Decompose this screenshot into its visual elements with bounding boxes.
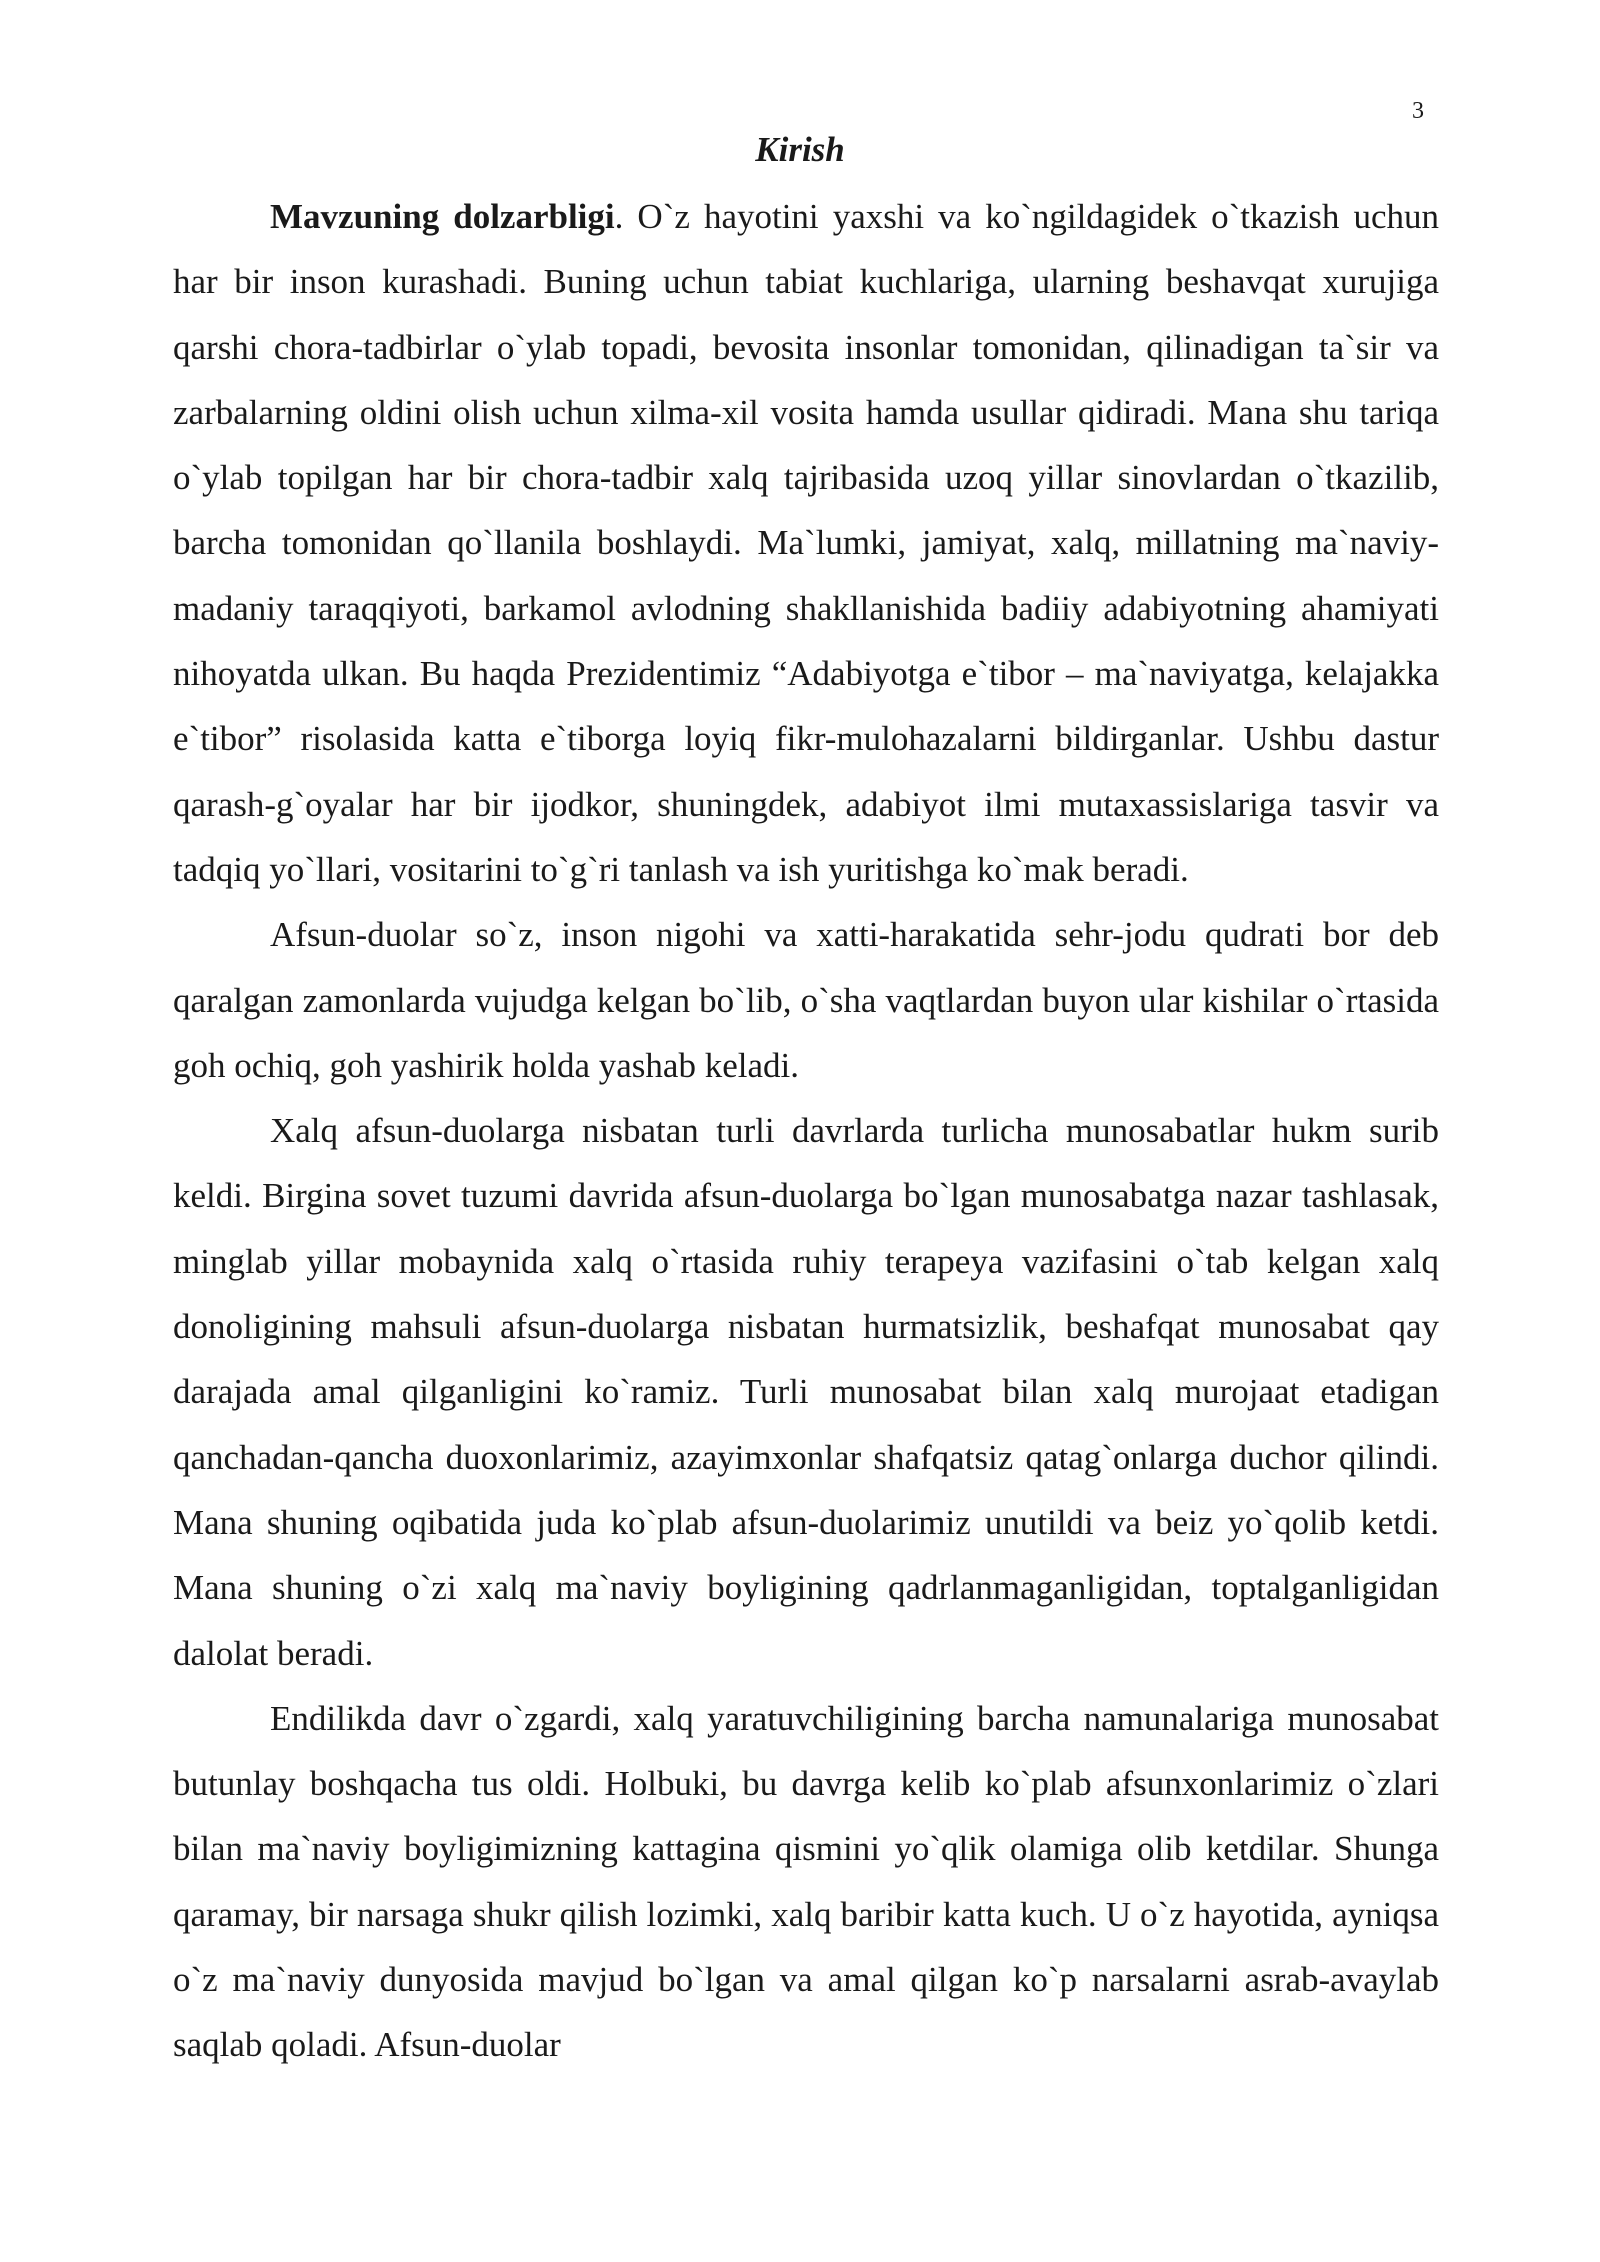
paragraph-modern-era bbox=[173, 1686, 1439, 2078]
paragraph-text: Endilikda davr o`zgardi, xalq yaratuvchiligining barcha namunalariga munosabat butunlay boshqacha tus oldi. Holbuki, bu davrga kelib ko`plab afsunxonlarimiz o`zlari bilan ma`naviy boyligimizning kattagina qismini yo`qlik olamiga olib ketdilar. Shunga qaramay, bir narsaga shukr qilish lozimki, xalq baribir katta kuch. U o`z hayotida, ayniqsa o`z ma`naviy dunyosida mavjud bo`lgan va amal qilgan ko`p narsalarni asrab-avaylab saqlab qoladi. Afsun-duolar bbox=[173, 1698, 1439, 2065]
paragraph-origins bbox=[173, 902, 1439, 1098]
page-number: 3 bbox=[1412, 98, 1424, 124]
paragraph-text: . O`z hayotini yaxshi va ko`ngildagidek o`tkazish uchun har bir inson kurashadi. Buning uchun tabiat kuchlariga, ularning beshavqat xurujiga qarshi chora-tadbirlar o`ylab topadi, bevosita insonlar tomonidan, qilinadigan ta`sir va zarbalarning oldini olish uchun xilma-xil vosita hamda usullar qidiradi. Mana shu tariqa o`ylab topilgan har bir chora-tadbir xalq tajribasida uzoq yillar sinovlardan o`tkazilib, barcha tomonidan qo`llanila boshlaydi. Ma`lumki, jamiyat, xalq, millatning ma`naviy-madaniy taraqqiyoti, barkamol avlodning shakllanishida badiiy adabiyotning ahamiyati nihoyatda ulkan. Bu haqda Prezidentimiz “Adabiyotga e`tibor – ma`naviyatga, kelajakka e`tibor” risolasida katta e`tiborga loyiq fikr-mulohazalarni bildirganlar. Ushbu dastur qarash-g`oyalar har bir ijodkor, shuningdek, adabiyot ilmi mutaxassislariga tasvir va tadqiq yo`llari, vositarini to`g`ri tanlash va ish yuritishga ko`mak beradi. bbox=[173, 197, 1440, 889]
paragraph-text: Afsun-duolar so`z, inson nigohi va xatti-harakatida sehr-jodu qudrati bor deb qaralgan zamonlarda vujudga kelgan bo`lib, o`sha vaqtlardan buyon ular kishilar o`rtasida goh ochiq, goh yashirik holda yashab keladi. bbox=[173, 915, 1439, 1085]
section-title: Kirish bbox=[755, 130, 845, 169]
paragraph-lead-in: Mavzuning dolzarbligi bbox=[270, 197, 615, 236]
paragraph-text: Xalq afsun-duolarga nisbatan turli davrlarda turlicha munosabatlar hukm surib keldi. Birgina sovet tuzumi davrida afsun-duolarga bo`lgan munosabatga nazar tashlasak, minglab yillar mobaynida xalq o`rtasida ruhiy terapeya vazifasini o`tab kelgan xalq donoligining mahsuli afsun-duolarga nisbatan hurmatsizlik, beshafqat munosabat qay darajada amal qilganligini ko`ramiz. Turli munosabat bilan xalq murojaat etadigan qanchadan-qancha duoxonlarimiz, azayimxonlar shafqatsiz qatag`onlarga duchor qilindi. Mana shuning oqibatida juda ko`plab afsun-duolarimiz unutildi va beiz yo`qolib ketdi. Mana shuning o`zi xalq ma`naviy boyligining qadrlanmaganligidan, toptalganligidan dalolat beradi. bbox=[173, 1111, 1439, 1673]
paragraph-attitudes bbox=[173, 1098, 1439, 1686]
document-body bbox=[173, 184, 1439, 2078]
paragraph-relevance bbox=[173, 184, 1439, 902]
